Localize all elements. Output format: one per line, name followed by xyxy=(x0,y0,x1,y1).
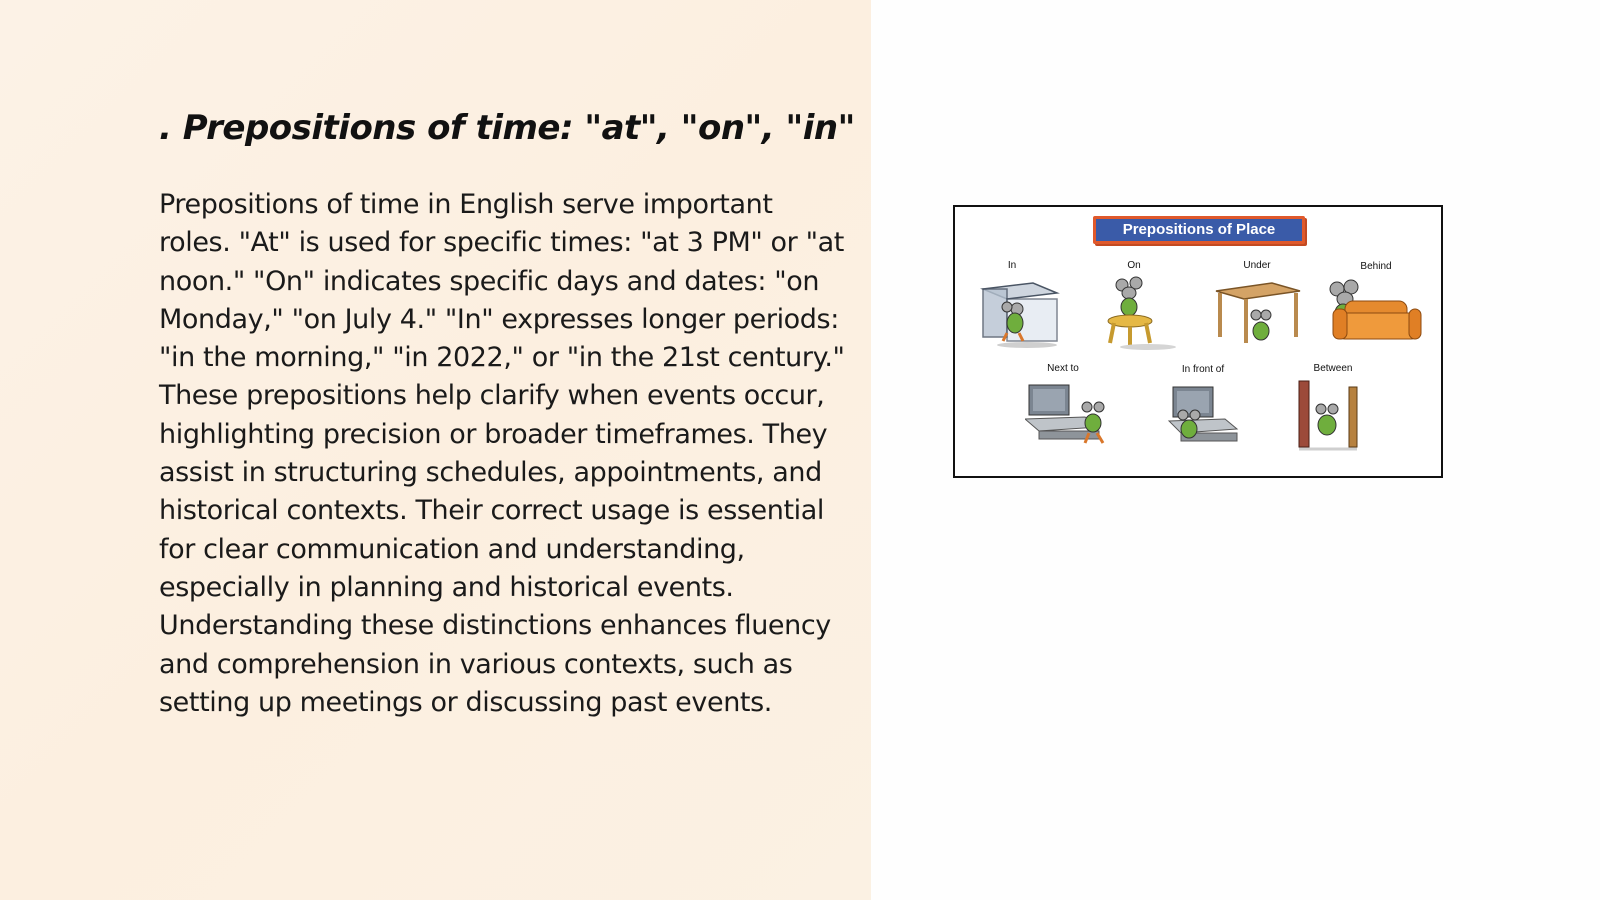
prepositions-of-place-illustration xyxy=(953,205,1443,478)
label-in-front-of: In front of xyxy=(1181,364,1225,375)
label-next-to: Next to xyxy=(1047,363,1079,374)
mouse-under-table-icon xyxy=(1212,277,1302,349)
label-in: In xyxy=(1007,260,1017,271)
label-between: Between xyxy=(1313,363,1353,374)
slide-body-text: Prepositions of time in English serve important roles. "At" is used for specific times: "at 3 PM" or "at noon." "On" indicates specific days and dates: "on Monday," "on July 4." "In" expresses longer periods: "in the morning," "in 2022," or "in the 21st century." These prepositions help clarify when events occur, highlighting precision or broader timeframes. They assist in structuring schedules, appointments, and historical contexts. Their correct usage is essential for clear communication and understanding, especially in planning and historical events. Understanding these distinctions enhances fluency and comprehension in various contexts, such as setting up meetings or discussing past events. xyxy=(159,189,845,718)
illustration-banner: Prepositions of Place xyxy=(1093,216,1305,244)
mouse-next-to-computer-icon xyxy=(1025,383,1115,449)
mouse-in-front-of-computer-icon xyxy=(1163,385,1243,451)
mouse-between-posts-icon xyxy=(1295,379,1367,453)
label-under: Under xyxy=(1243,260,1271,271)
label-on: On xyxy=(1127,260,1141,271)
mouse-behind-couch-icon xyxy=(1323,279,1423,349)
mouse-in-box-icon xyxy=(977,275,1065,349)
label-behind: Behind xyxy=(1360,261,1392,272)
slide-title: . Prepositions of time: "at", "on", "in" xyxy=(159,108,855,148)
mouse-on-stool-icon xyxy=(1098,275,1180,351)
